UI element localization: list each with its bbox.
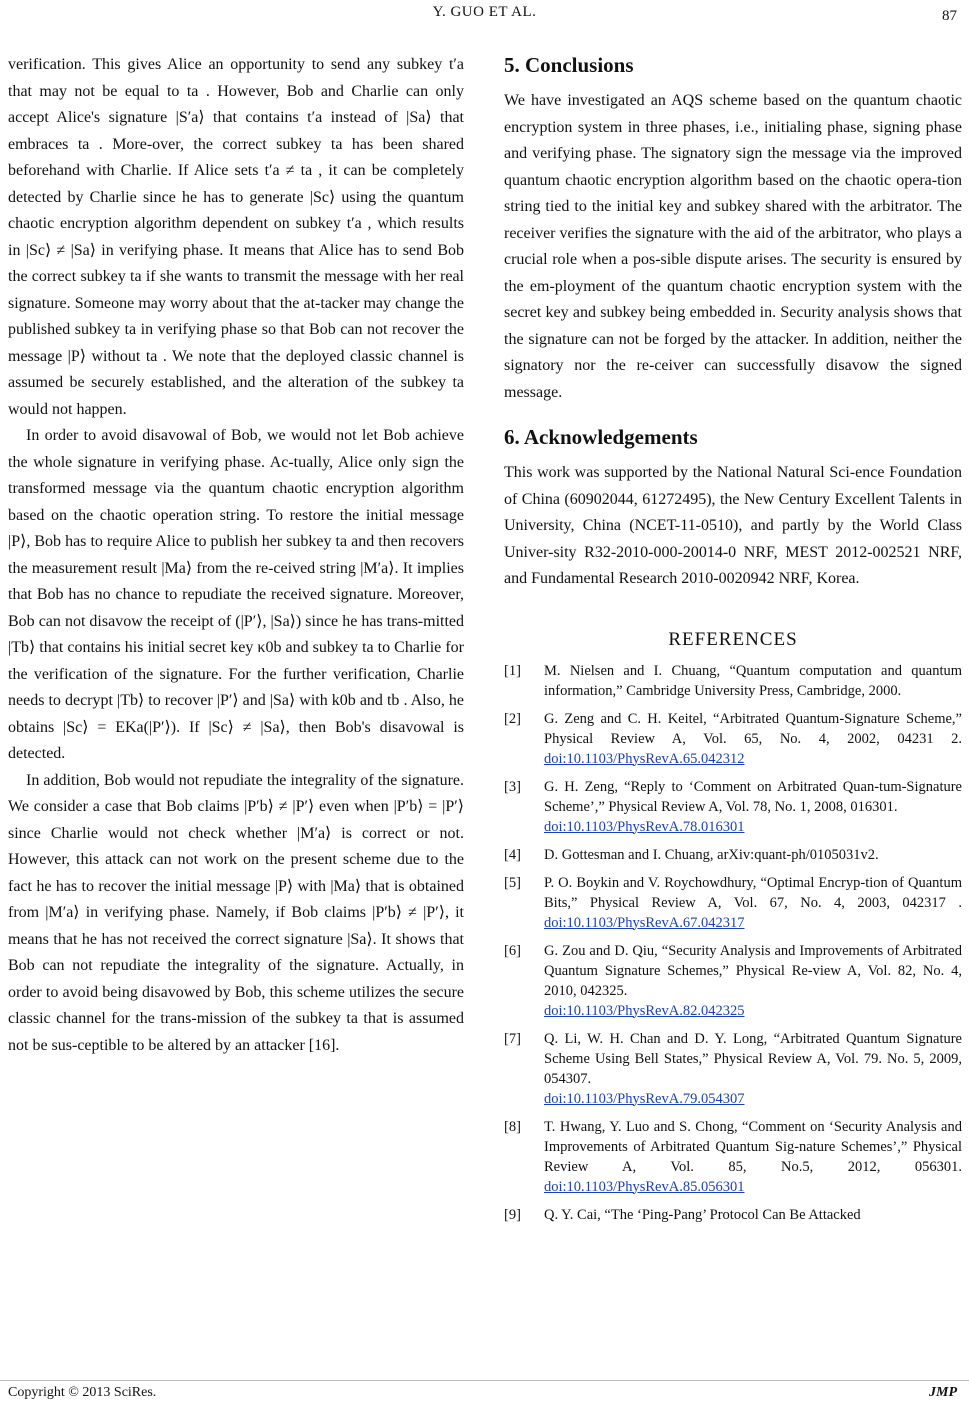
reference-text: T. Hwang, Y. Luo and S. Chong, “Comment on ‘Security Analysis and Improvements of Arbitrated Quantum Sig-nature Schemes’,” Physical Review A, Vol. 85, No.5, 2012, 056301. [544, 1118, 962, 1175]
reference-number: [8] [504, 1118, 521, 1135]
reference-text: P. O. Boykin and V. Roychowdhury, “Optimal Encryp-tion of Quantum Bits,” Physical Review A, Vol. 67, No. 4, 2003, 042317 . [544, 874, 962, 911]
copyright-notice: Copyright © 2013 SciRes. [8, 1385, 157, 1400]
reference-text: M. Nielsen and I. Chuang, “Quantum computation and quantum information,” Cambridge University Press, Cambridge, 2000. [544, 662, 962, 699]
reference-number: [1] [504, 662, 521, 679]
doi-link[interactable]: doi:10.1103/PhysRevA.85.056301 [544, 1178, 745, 1195]
reference-number: [3] [504, 778, 521, 795]
reference-item [504, 845, 962, 865]
reference-number: [2] [504, 710, 521, 727]
reference-number: [7] [504, 1030, 521, 1047]
section-title-conclusions: 5. Conclusions [504, 53, 634, 77]
doi-link[interactable]: doi:10.1103/PhysRevA.79.054307 [544, 1090, 745, 1107]
paragraph-verification: verification. This gives Alice an opportunity to send any subkey t′a that may not be equal to ta . However, Bob and Charlie can only accept Alice's signature |S′a⟩ that contains t′a instead of |Sa⟩ that embraces ta . More-over, the correct subkey ta has been shared beforehand with Charlie. If Alice sets t′a ≠ ta , it can be completely detected by Charlie since he has to generate |Sc⟩ using the quantum chaotic encryption algorithm dependent on subkey t′a , which results in |Sc⟩ ≠ |Sa⟩ in verifying phase. It means that Alice has to send Bob the correct subkey ta if she wants to transmit the message with her real signature. Someone may worry about that the at-tacker may change the published subkey ta in verifying phase so that Bob can not recover the message |P⟩ without ta . We note that the deployed classic channel is assumed be securely established, and the alteration of the subkey ta would not happen. [8, 56, 464, 418]
acknowledgements-text: This work was supported by the National Natural Sci-ence Foundation of China (60902044, 61272495), the New Century Excellent Talents in University, China (NCET-11-0510), and partly by the World Class Univer-sity R32-2010-000-20014-0 NRF, MEST 2012-002521 NRF, and Fundamental Research 2010-0020942 NRF, Korea. [504, 464, 962, 587]
reference-number: [4] [504, 846, 521, 863]
doi-link[interactable]: doi:10.1103/PhysRevA.82.042325 [544, 1002, 745, 1019]
reference-text: Q. Li, W. H. Chan and D. Y. Long, “Arbitrated Quantum Signature Scheme Using Bell States,” Physical Review A, Vol. 79. No. 5, 2009, 054307. [544, 1030, 962, 1087]
reference-item [504, 1205, 962, 1225]
reference-text: Q. Y. Cai, “The ‘Ping-Pang’ Protocol Can Be Attacked [544, 1206, 861, 1223]
reference-item [504, 1117, 962, 1197]
journal-abbreviation: JMP [929, 1385, 957, 1400]
paragraph-integrality: In addition, Bob would not repudiate the integrality of the signature. We consider a case that Bob claims |P′b⟩ ≠ |P′⟩ even when |P′b⟩ = |P′⟩ since Charlie would not check whether |M′a⟩ is correct or not. However, this attack can not work on the present scheme due to the fact he has to recover the initial message |P⟩ with |Ma⟩ that is obtained from |M′a⟩ in verifying phase. Namely, if Bob claims |P′b⟩ ≠ |P′⟩, it means that he has not received the correct signature |Sa⟩. It shows that Bob can not repudiate the integrality of the signature. Actually, in order to avoid being disavowed by Bob, this scheme utilizes the secure classic channel for the trans-mission of the subkey ta that is assumed not be sus-ceptible to be altered by an attacker [16]. [8, 771, 464, 1054]
doi-link[interactable]: doi:10.1103/PhysRevA.65.042312 [544, 750, 745, 767]
reference-text: D. Gottesman and I. Chuang, arXiv:quant-ph/0105031v2. [544, 846, 879, 863]
doi-link[interactable]: doi:10.1103/PhysRevA.78.016301 [544, 818, 745, 835]
reference-item [504, 941, 962, 1021]
reference-item [504, 661, 962, 701]
footer-divider [0, 1380, 969, 1381]
reference-number: [5] [504, 874, 521, 891]
reference-text: G. Zou and D. Qiu, “Security Analysis and Improvements of Arbitrated Quantum Signature Schemes,” Physical Re-view A, Vol. 82, No. 4, 2010, 042325. [544, 942, 962, 999]
paragraph-bob-disavowal: In order to avoid disavowal of Bob, we would not let Bob achieve the whole signature in verifying phase. Ac-tually, Alice only sign the transformed message via the quantum chaotic encryption algorithm based on the chaotic operation string. To restore the initial message |P⟩, Bob has to require Alice to publish her subkey ta and then recovers the measurement result |Ma⟩ from the re-ceived string |M′a⟩. It implies that Bob has no chance to repudiate the received signature. Moreover, Bob can not disavow the receipt of (|P′⟩, |Sa⟩) since he has trans-mitted |Tb⟩ that contains his initial secret key κ0b and subkey ta to Charlie for the verification of the signature. For the further verification, Charlie needs to decrypt |Tb⟩ to recover |P′⟩ and |Sa⟩ with k0b and tb . Also, he obtains |Sc⟩ = EKa(|P′⟩). If |Sc⟩ ≠ |Sa⟩, then Bob's disavowal is detected. [8, 427, 464, 762]
page-number: 87 [942, 8, 957, 24]
references-title: REFERENCES [668, 628, 798, 650]
reference-number: [6] [504, 942, 521, 959]
reference-text: G. Zeng and C. H. Keitel, “Arbitrated Quantum-Signature Scheme,” Physical Review A, Vol. 65, No. 4, 2002, 04231 2. [544, 710, 962, 747]
running-title: Y. GUO ET AL. [432, 4, 537, 20]
reference-list [504, 661, 962, 1225]
left-column [8, 52, 464, 1059]
reference-item [504, 873, 962, 933]
reference-item [504, 777, 962, 837]
doi-link[interactable]: doi:10.1103/PhysRevA.67.042317 [544, 914, 745, 931]
conclusions-text: We have investigated an AQS scheme based on the quantum chaotic encryption system in three phases, i.e., initialing phase, signing phase and verifying phase. The signatory sign the message via the improved quantum chaotic encryption algorithm based on the chaotic opera-tion string tied to the initial key and subkey shared with the arbitrator. The receiver verifies the signature with the aid of the arbitrator, who plays a crucial role when a pos-sible dispute arises. The security is ensured by the em-ployment of the quantum chaotic encryption system with the secret key and subkey being embedded in. Security analysis shows that the signature can not be forged by the attacker. In addition, neither the signatory nor the re-ceiver can successfully disavow the signed message. [504, 92, 962, 401]
reference-item [504, 709, 962, 769]
right-column [504, 52, 962, 1233]
section-title-acknowledgements: 6. Acknowledgements [504, 425, 698, 449]
reference-number: [9] [504, 1206, 521, 1223]
reference-item [504, 1029, 962, 1109]
reference-text: G. H. Zeng, “Reply to ‘Comment on Arbitrated Quan-tum-Signature Scheme’,” Physical Review A, Vol. 78, No. 1, 2008, 016301. [544, 778, 962, 815]
